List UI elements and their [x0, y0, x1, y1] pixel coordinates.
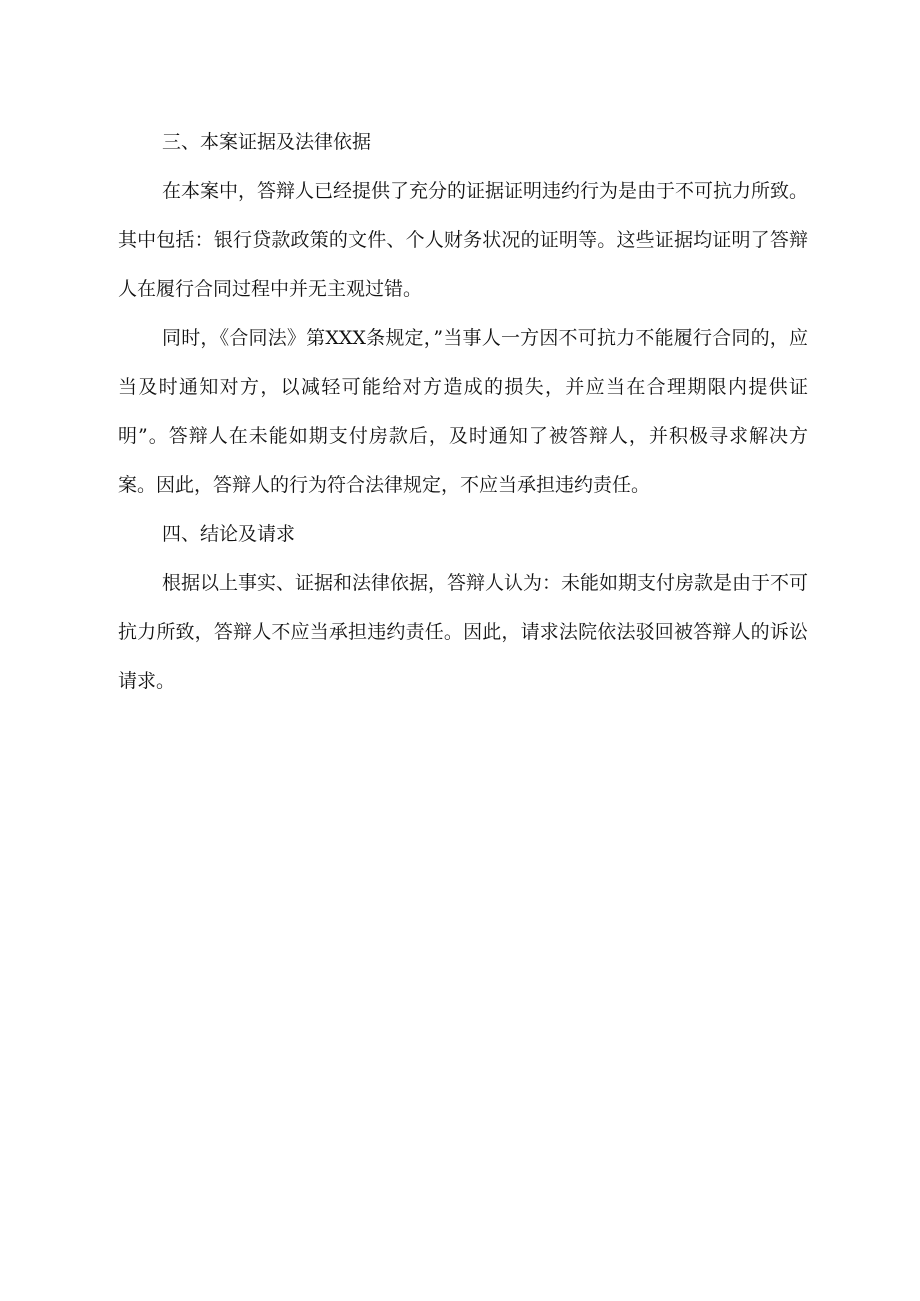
paragraph-legal-basis: 同时，《合同法》第XXX条规定，”当事人一方因不可抗力不能履行合同的，应当及时通知对方，以减轻可能给对方造成的损失，并应当在合理期限内提供证明”。答辩人在未能如期支付房款后，及时通知了被答辩人，并积极寻求解决方案。因此，答辩人的行为符合法律规定，不应当承担违约责任。: [118, 327, 808, 496]
section-heading-conclusion: 四、结论及请求: [162, 523, 296, 545]
section-heading-evidence: 三、本案证据及法律依据: [162, 131, 372, 153]
paragraph-conclusion: 根据以上事实、证据和法律依据，答辩人认为：未能如期支付房款是由于不可抗力所致，答辩人不应当承担违约责任。因此，请求法院依法驳回被答辩人的诉讼请求。: [118, 572, 809, 692]
paragraph-evidence: 在本案中，答辩人已经提供了充分的证据证明违约行为是由于不可抗力所致。其中包括：银行贷款政策的文件、个人财务状况的证明等。这些证据均证明了答辩人在履行合同过程中并无主观过错。: [118, 180, 809, 300]
document-body: [118, 118, 808, 706]
